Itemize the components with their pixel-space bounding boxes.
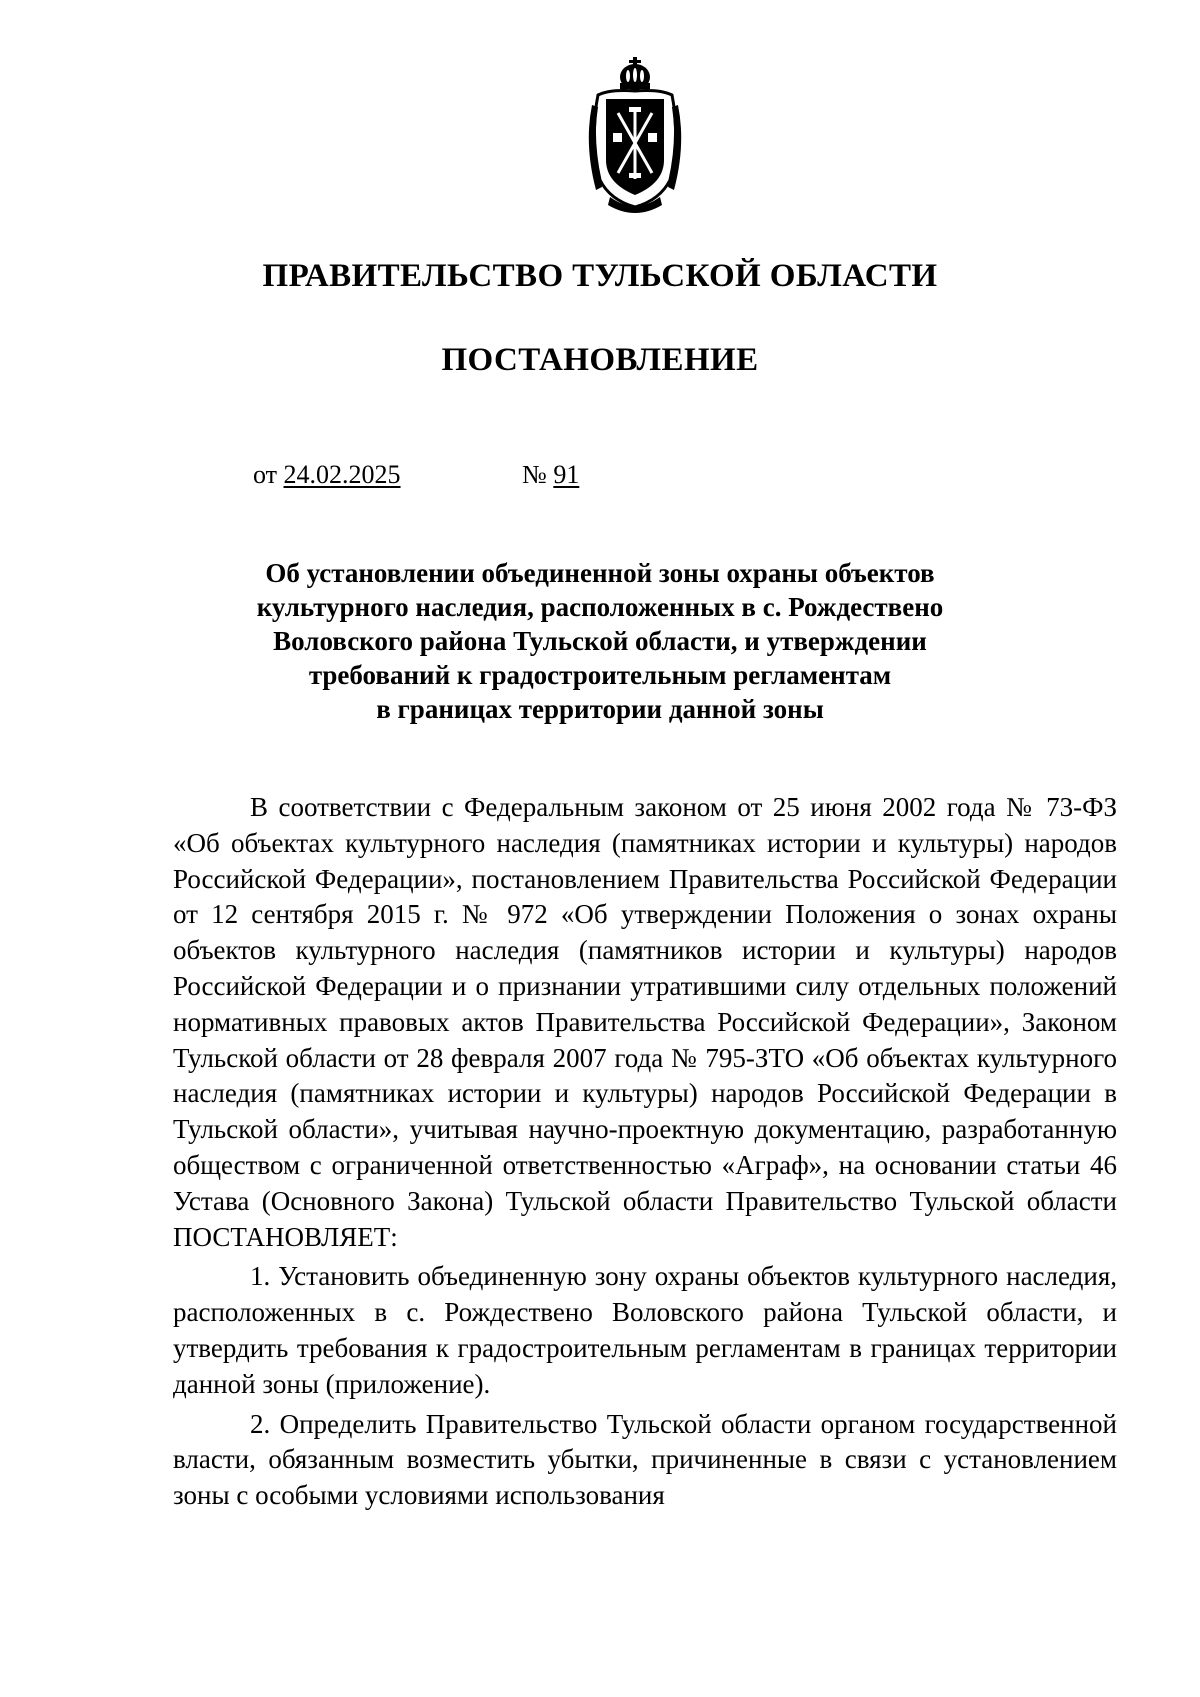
document-subject [150,556,1050,726]
subject-line: культурного наследия, расположенных в с. Рождествено [256,592,944,622]
date-prefix: от [253,460,278,489]
item-2-paragraph: 2. Определить Правительство Тульской области органом государственной власти, обязанным возместить убытки, причиненные в связи с установлением зоны с особыми условиями использования [173,1408,1117,1511]
number-part [522,460,579,490]
document-type: ПОСТАНОВЛЕНИЕ [441,342,759,378]
subject-line: Об установлении объединенной зоны охраны объектов [265,558,935,588]
tula-coat-of-arms-icon [580,55,690,215]
subject-line: в границах территории данной зоны [376,694,824,724]
subject-line: требований к градостроительным регламентам [308,660,892,690]
date-number-line [253,460,580,490]
number-prefix: № [522,460,547,489]
document-body [173,790,1117,1514]
document-date: 24.02.2025 [283,460,401,489]
document-number: 91 [553,460,580,489]
item-1-paragraph: 1. Установить объединенную зону охраны объектов культурного наследия, расположенных в с. Рождествено Воловского района Тульской области, и утвердить требования к градостроительным регламентам в границах территории данной зоны (приложение). [173,1261,1117,1399]
government-title: ПРАВИТЕЛЬСТВО ТУЛЬСКОЙ ОБЛАСТИ [262,258,938,294]
preamble-paragraph: В соответствии с Федеральным законом от 25 июня 2002 года № 73-ФЗ «Об объектах культурного наследия (памятниках истории и культуры) народов Российской Федерации», постановлением Правительства Российской Федерации от 12 сентября 2015 г. № 972 «Об утверждении Положения о зонах охраны объектов культурного наследия (памятников истории и культуры) народов Российской Федерации и о признании утратившими силу отдельных положений нормативных правовых актов Правительства Российской Федерации», Законом Тульской области от 28 февраля 2007 года № 795-ЗТО «Об объектах культурного наследия (памятниках истории и культуры) народов Российской Федерации в Тульской области», учитывая научно-проектную документацию, разработанную обществом с ограниченной ответственностью «Аграф», на основании статьи 46 Устава (Основного Закона) Тульской области Правительство Тульской области ПОСТАНОВЛЯЕТ: [173,792,1117,1252]
subject-line: Воловского района Тульской области, и утверждении [273,626,927,656]
